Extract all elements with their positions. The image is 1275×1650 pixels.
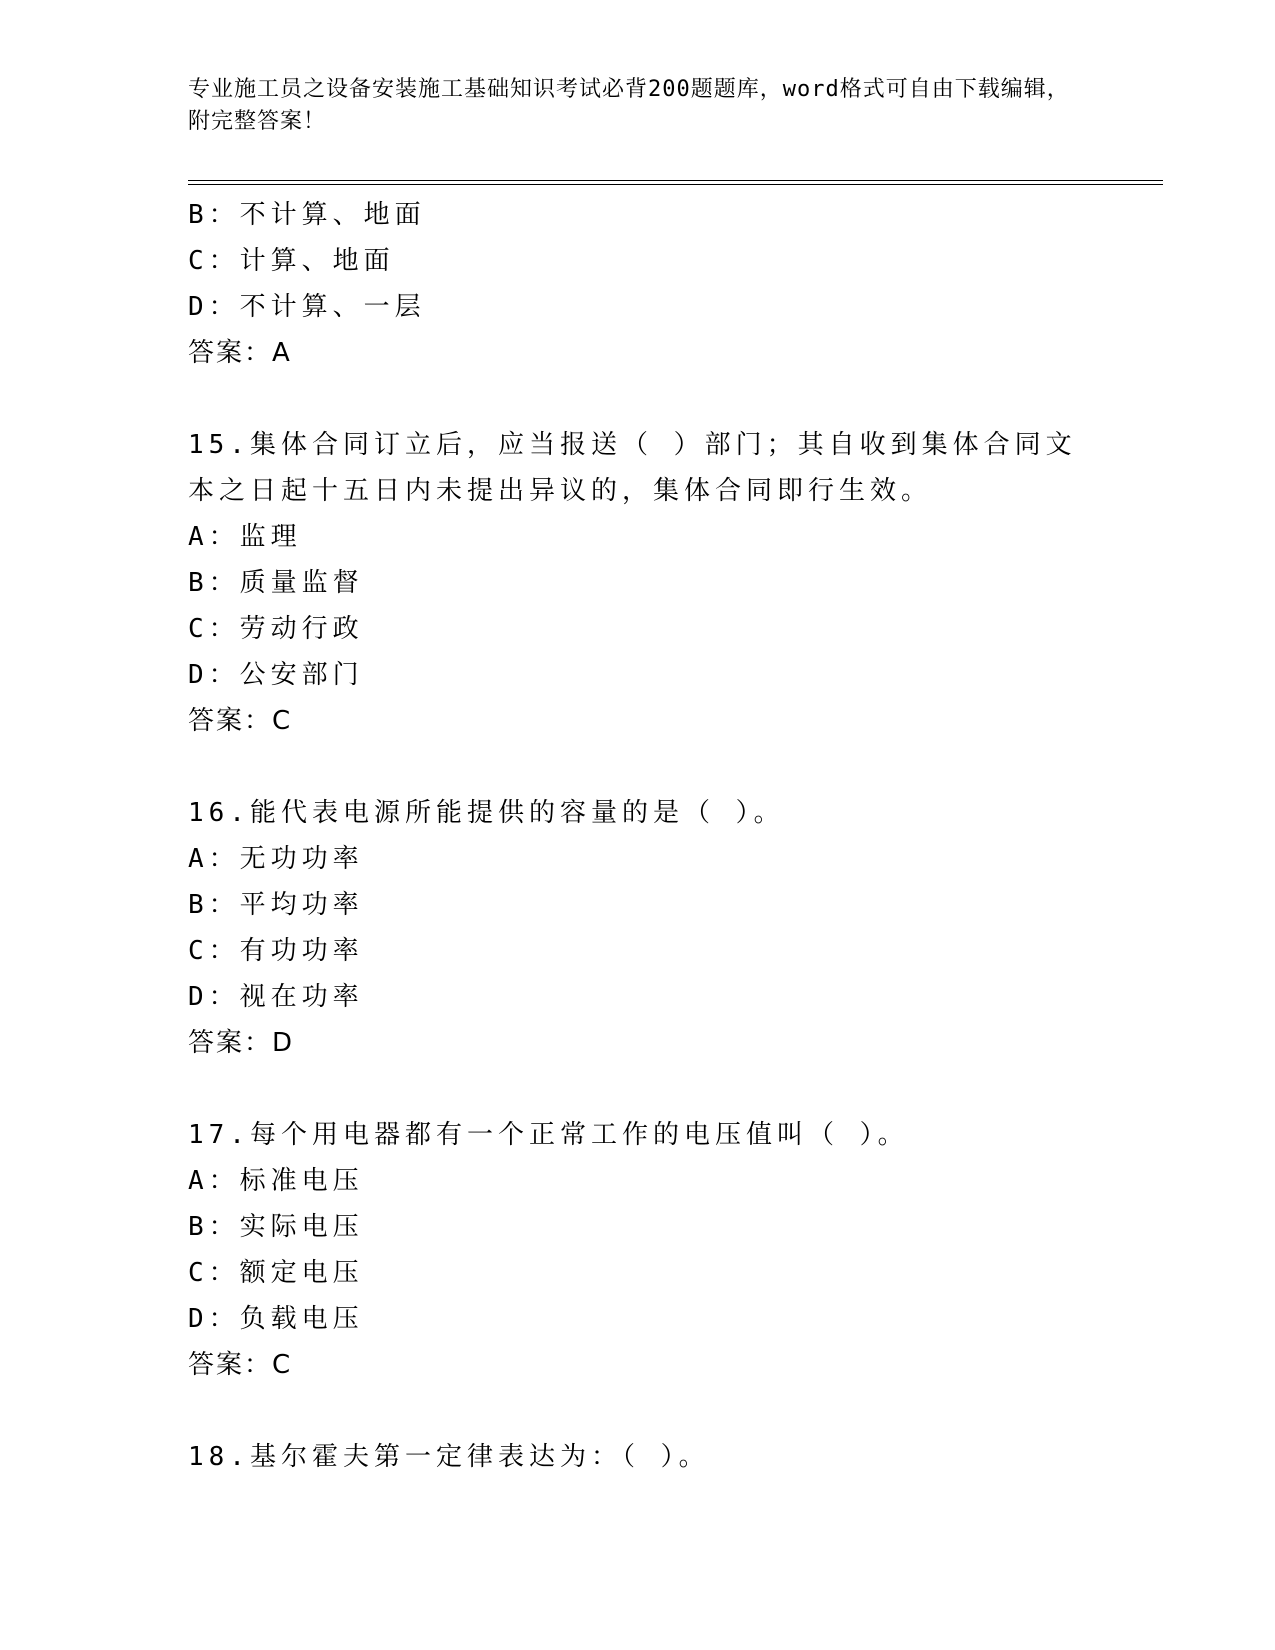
question-stem: 18.基尔霍夫第一定律表达为：（ ）。: [188, 1442, 710, 1472]
spacer: [188, 1066, 1088, 1112]
question-list: [188, 192, 1088, 1480]
spacer: [188, 376, 1088, 422]
option-a: A：标准电压: [188, 1166, 364, 1196]
answer: 答案：C: [188, 706, 293, 736]
option-b: B：不计算、地面: [188, 200, 426, 230]
question-16: [188, 790, 1088, 1066]
question-stem: 17.每个用电器都有一个正常工作的电压值叫（ ）。: [188, 1120, 909, 1150]
option-c: C：劳动行政: [188, 614, 364, 644]
option-d: D：公安部门: [188, 660, 364, 690]
spacer: [188, 1388, 1088, 1434]
option-d: D：视在功率: [188, 982, 364, 1012]
option-b: B：质量监督: [188, 568, 364, 598]
option-c: C：额定电压: [188, 1258, 364, 1288]
question-17: [188, 1112, 1088, 1388]
answer: 答案：A: [188, 338, 292, 368]
question-stem: 15.集体合同订立后，应当报送（ ）部门；其自收到集体合同文本之日起十五日内未提出异议的，集体合同即行生效。: [188, 430, 1077, 506]
question-18: [188, 1434, 1088, 1480]
answer: 答案：C: [188, 1350, 293, 1380]
option-d: D：负载电压: [188, 1304, 364, 1334]
option-b: B：实际电压: [188, 1212, 364, 1242]
option-b: B：平均功率: [188, 890, 364, 920]
answer: 答案：D: [188, 1028, 295, 1058]
spacer: [188, 744, 1088, 790]
option-c: C：有功功率: [188, 936, 364, 966]
option-c: C：计算、地面: [188, 246, 395, 276]
option-a: A：监理: [188, 522, 302, 552]
option-a: A：无功功率: [188, 844, 364, 874]
header-divider-bottom: [188, 184, 1163, 185]
header-divider-top: [188, 180, 1163, 181]
question-stem: 16.能代表电源所能提供的容量的是（ ）。: [188, 798, 785, 828]
question-14-continuation: [188, 192, 1088, 376]
document-header: 专业施工员之设备安装施工基础知识考试必背200题题库，word格式可自由下载编辑，附完整答案！: [188, 77, 1070, 134]
question-15: [188, 422, 1088, 744]
option-d: D：不计算、一层: [188, 292, 426, 322]
